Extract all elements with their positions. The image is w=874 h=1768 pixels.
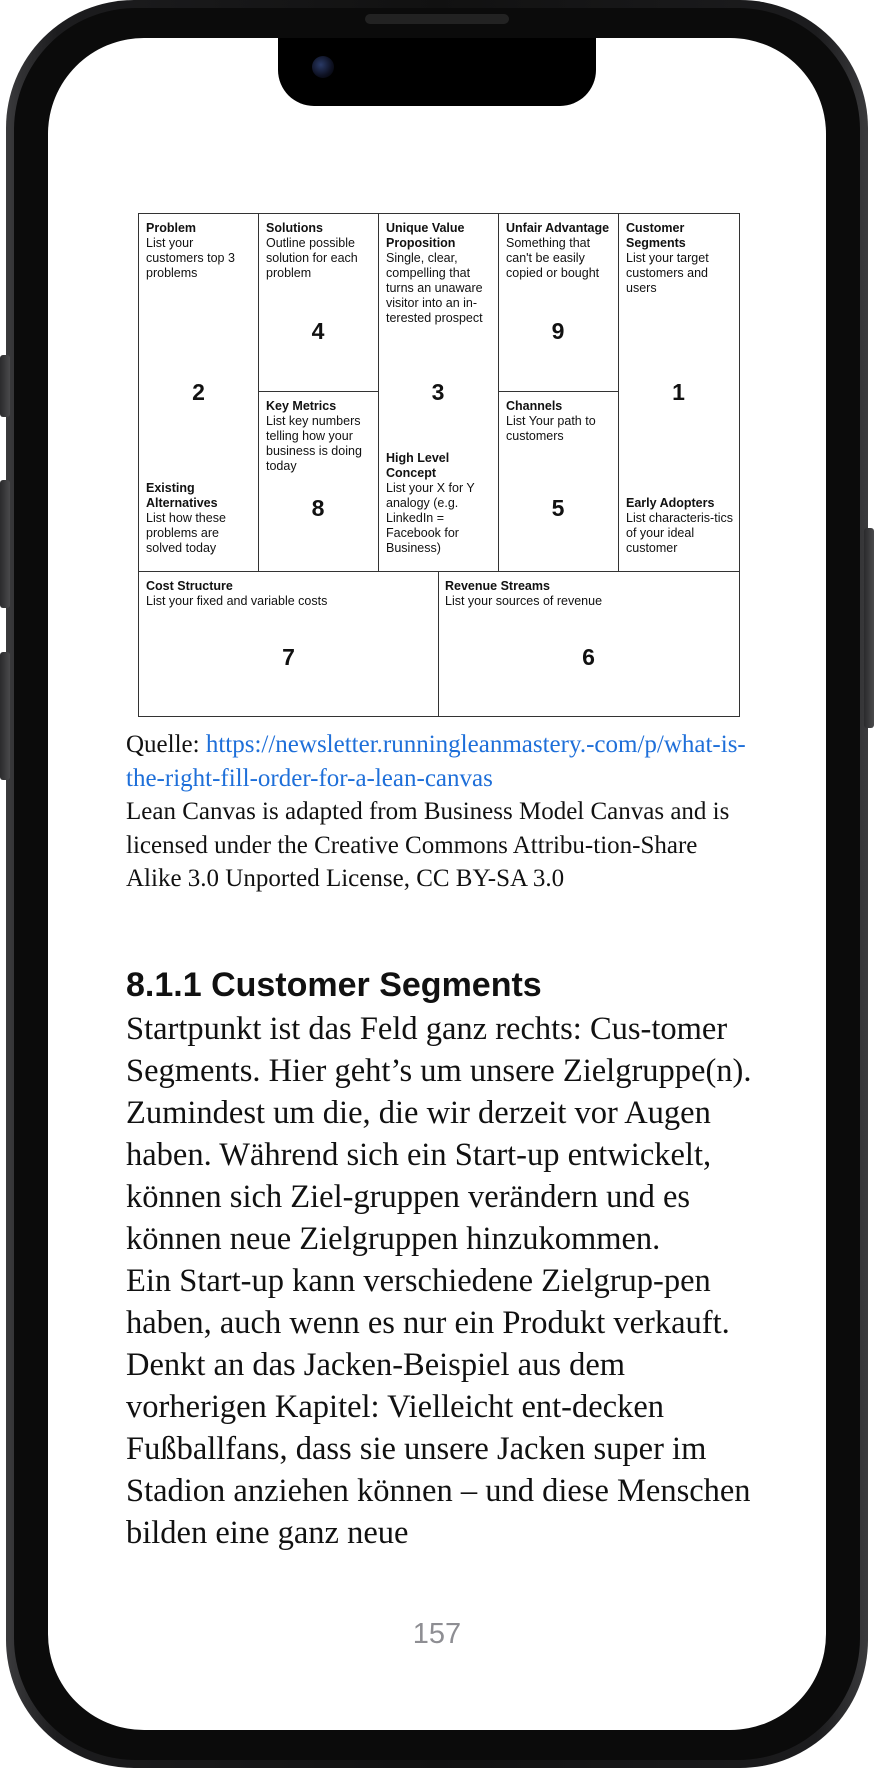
cell-description: List your customers top 3 problems (146, 236, 235, 280)
front-camera (312, 56, 334, 78)
cell-description: List your X for Y analogy (e.g. LinkedIn = Facebook for Business) (386, 481, 475, 555)
canvas-cell-problem (146, 221, 254, 281)
cell-number: 9 (551, 318, 565, 344)
canvas-cell-early-adopters (626, 496, 734, 556)
canvas-cell-unique-value-proposition (386, 221, 494, 326)
canvas-cell-existing-alternatives (146, 481, 254, 556)
source-link[interactable]: https://newsletter.runningleanmastery.-com/p/what-is-the-right-fill-order-for-a-lean-canvas (126, 731, 746, 792)
section-heading: 8.1.1 Customer Segments (126, 966, 542, 1004)
cell-title: Unique Value Proposition (386, 221, 465, 250)
cell-description: List how these problems are solved today (146, 511, 226, 555)
cell-title: Existing Alternatives (146, 481, 218, 510)
canvas-cell-revenue-streams (445, 579, 733, 609)
cell-number: 3 (431, 379, 445, 405)
caption-license-text: Lean Canvas is adapted from Business Model Canvas and is licensed under the Creative Commons Attribu-tion-Share Alike 3.0 Unported License, CC BY-SA 3.0 (126, 798, 730, 892)
cell-description: List your fixed and variable costs (146, 594, 328, 608)
cell-title: Unfair Advantage (506, 221, 610, 235)
cell-title: Channels (506, 399, 563, 413)
canvas-cell-cost-structure (146, 579, 434, 609)
canvas-divider (258, 391, 378, 392)
cell-title: High Level Concept (386, 451, 450, 480)
cell-number: 2 (192, 379, 205, 405)
canvas-divider (139, 571, 739, 572)
paragraph: Ein Start-up kann verschiedene Zielgrup-pen haben, auch wenn es nur ein Produkt verkauft. Denkt an das Jacken-Beispiel aus dem vorherigen Kapitel: Vielleicht ent-decken Fußballfans, dass sie unsere Jacken super im Stadion anziehen können – und diese Menschen bilden eine ganz neue (126, 1263, 751, 1551)
power-button (864, 528, 874, 728)
paragraph: Startpunkt ist das Feld ganz rechts: Cus-tomer Segments. Hier geht’s um unsere Zielgruppe(n). Zumindest um die, die wir derzeit vor Augen haben. Während sich ein Start-up entwickelt, können sich Ziel-gruppen verändern und es können neue Zielgruppen hinzukommen. (126, 1011, 752, 1257)
cell-number: 7 (282, 644, 295, 670)
cell-number: 5 (551, 495, 565, 521)
cell-number: 1 (672, 379, 685, 405)
cell-title: Customer Segments (626, 221, 686, 250)
caption-prefix: Quelle: (126, 731, 206, 758)
earpiece-speaker (365, 14, 509, 24)
canvas-cell-customer-segments (626, 221, 734, 296)
canvas-cell-unfair-advantage (506, 221, 614, 281)
canvas-cell-channels (506, 399, 614, 444)
cell-title: Early Adopters (626, 496, 715, 510)
cell-number: 6 (582, 644, 595, 670)
volume-up-button (0, 480, 10, 608)
page-number: 157 (412, 1618, 462, 1650)
cell-number: 4 (311, 318, 325, 344)
cell-title: Solutions (266, 221, 323, 235)
cell-description: List Your path to customers (506, 414, 596, 443)
cell-title: Key Metrics (266, 399, 337, 413)
cell-description: Outline possible solution for each problem (266, 236, 358, 280)
cell-number: 8 (311, 495, 325, 521)
cell-title: Revenue Streams (445, 579, 550, 593)
lean-canvas-figure (138, 213, 740, 717)
cell-description: List key numbers telling how your business is doing today (266, 414, 362, 473)
figure-caption (126, 728, 756, 896)
cell-description: Something that can't be easily copied or bought (506, 236, 600, 280)
screen (48, 38, 826, 1730)
cell-description: List characteris-tics of your ideal customer (626, 511, 733, 555)
volume-down-button (0, 652, 10, 780)
cell-description: List your target customers and users (626, 251, 709, 295)
mute-switch (0, 355, 10, 417)
notch (278, 38, 596, 106)
body-text (126, 1008, 766, 1554)
canvas-divider (498, 391, 618, 392)
cell-title: Cost Structure (146, 579, 233, 593)
cell-description: List your sources of revenue (445, 594, 603, 608)
canvas-cell-high-level-concept (386, 451, 494, 556)
canvas-cell-key-metrics (266, 399, 374, 474)
cell-title: Problem (146, 221, 197, 235)
cell-description: Single, clear, compelling that turns an unaware visitor into an in-terested prospect (386, 251, 483, 325)
canvas-cell-solutions (266, 221, 374, 281)
